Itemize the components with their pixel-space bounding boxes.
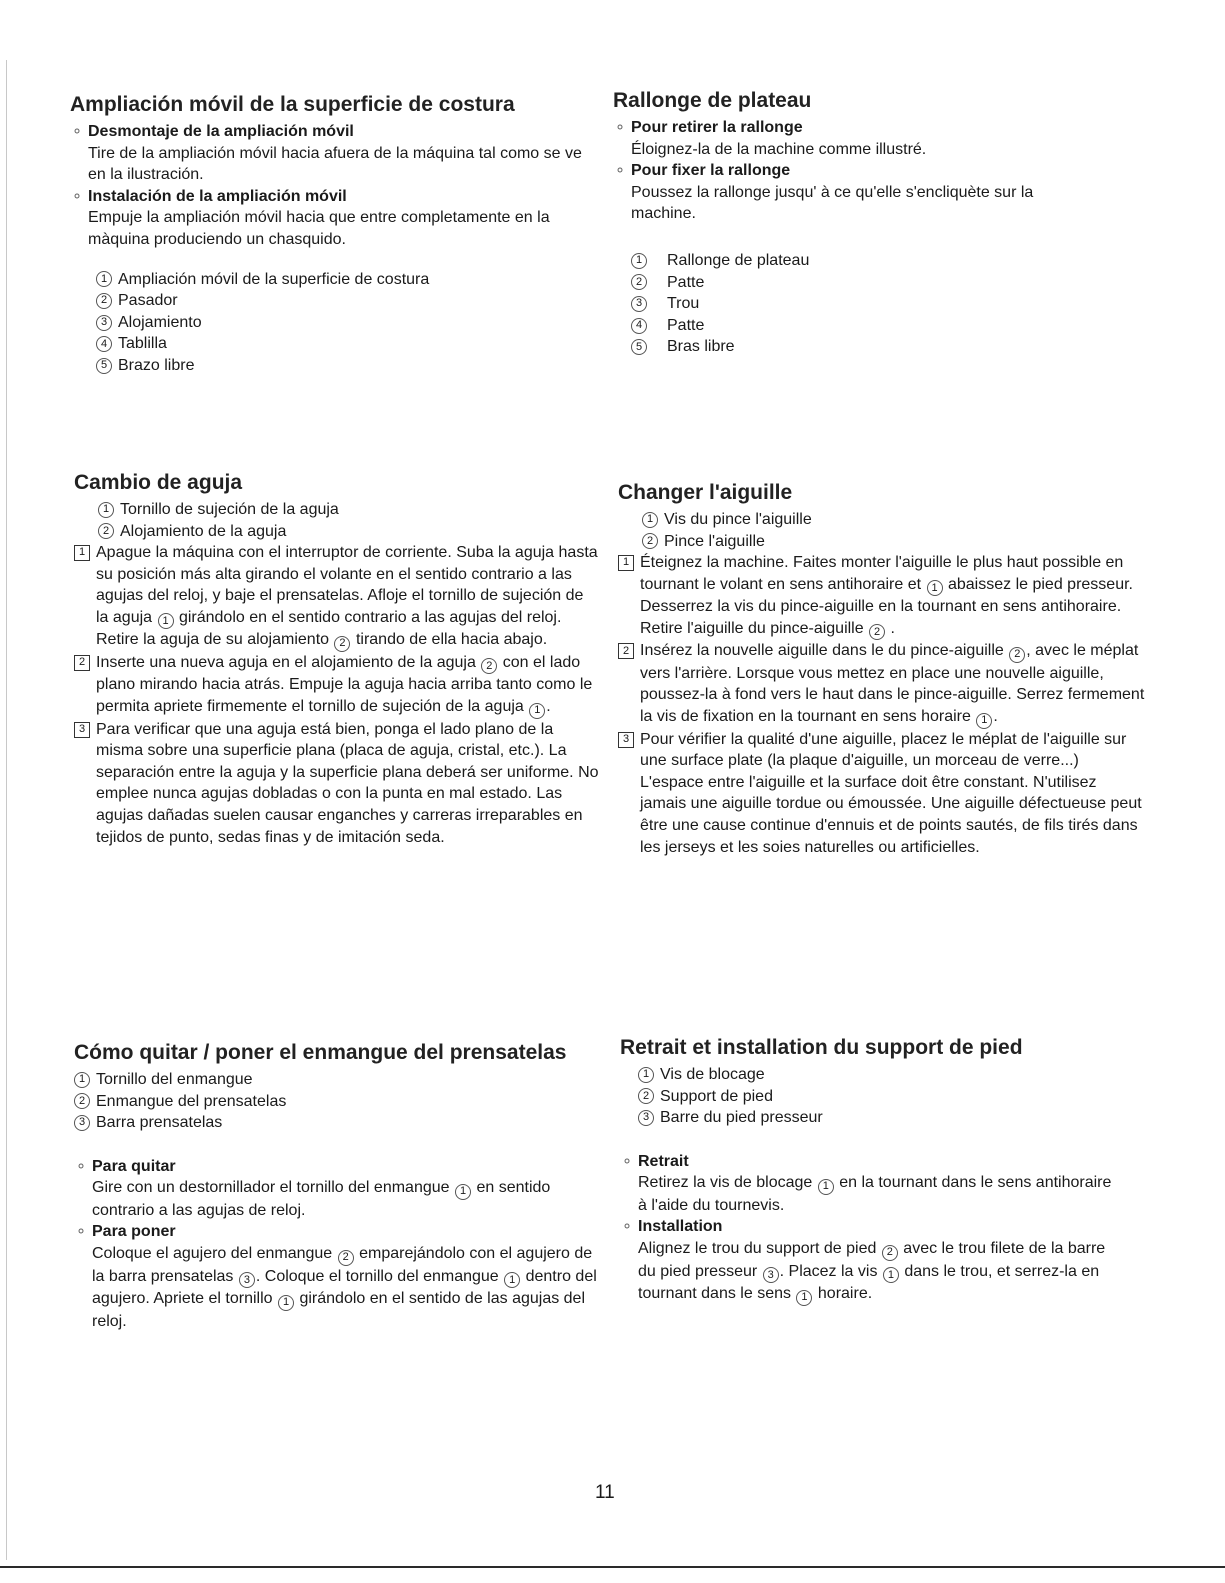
- section-title: Rallonge de plateau: [613, 89, 812, 112]
- paragraph-quitar: Gire con un destornillador el tornillo del enmangue 1 en sentido contrario a las agujas de reloj.: [92, 1179, 551, 1219]
- circled-number-icon: 4: [96, 336, 112, 352]
- subheading-retrait: ∘ Retrait: [620, 1151, 1120, 1173]
- part-label: Vis du pince l'aiguille: [664, 511, 812, 528]
- circled-number-icon: 2: [642, 533, 658, 549]
- part-label: Tablilla: [118, 335, 167, 353]
- circled-number-icon: 1: [642, 512, 658, 528]
- step-1: [618, 552, 1146, 640]
- section-support-pied: [620, 1035, 1120, 1306]
- section-title: Changer l'aiguille: [618, 481, 793, 504]
- circled-number-icon: 4: [631, 318, 647, 334]
- part-label: Alojamiento: [118, 313, 202, 331]
- part-label: Barre du pied presseur: [660, 1109, 823, 1127]
- paragraph-installation: Alignez le trou du support de pied 2 avec le trou filete de la barre du pied presseur 3 . Placez la vis 1 dans le trou, et serrez-la en tournant dans le sens 1 horaire.: [620, 1238, 1120, 1306]
- subheading-instalacion: ∘ Instalación de la ampliación móvil: [70, 186, 590, 208]
- section-title: Cambio de aguja: [74, 471, 243, 494]
- step-2: [74, 652, 599, 719]
- circled-number-icon: 1: [638, 1067, 654, 1083]
- part-label: Tornillo de sujeción de la aguja: [120, 501, 339, 518]
- subheading-installation: ∘ Installation: [620, 1216, 1120, 1238]
- part-item: [74, 521, 599, 543]
- part-label: Barra prensatelas: [96, 1114, 223, 1132]
- part-label: Patte: [667, 316, 705, 334]
- circled-number-icon: 2: [638, 1088, 654, 1104]
- paragraph-desmontaje: Tire de la ampliación móvil hacia afuera de la máquina tal como se ve en la ilustración.: [88, 144, 582, 184]
- part-label: Ampliación móvil de la superficie de costura: [118, 270, 430, 288]
- part-item: [613, 336, 1073, 358]
- part-item: [78, 269, 590, 291]
- step-text: Pour vérifier la qualité d'une aiguille, placez le méplat de l'aiguille sur une surface plate (la plaque d'aiguille, un morceau de verre...) L'espace entre l'aiguille et la surface doit être constant. N'utilisez jamais une aiguille tordue ou émoussée. Une aiguille défectueuse peut être une cause continue d'ennuis et de points sautés, de fils tirés dans les jerseys et les soies naturelles ou artificielles.: [640, 730, 1142, 856]
- subheading-retirer: ∘ Pour retirer la rallonge: [613, 117, 1073, 139]
- part-item: [74, 1112, 599, 1134]
- step-text: Apague la máquina con el interruptor de corriente. Suba la aguja hasta su posición más alta girando el volante en el sentido contrario a las agujas del reloj, y baje el prensatelas. Afloje el tornillo de sujeción de la aguja 1 girándolo en el sentido contrario a las agujas del reloj. Retire la aguja de su alojamiento 2 tirando de ella hacia abajo.: [96, 542, 599, 652]
- part-item: [74, 1091, 599, 1113]
- paragraph-retirer: Éloignez-la de la machine comme illustré.: [631, 140, 927, 158]
- paragraph-instalacion: Empuje la ampliación móvil hacia que entre completamente en la màquina produciendo un chasquido.: [88, 209, 550, 248]
- circled-number-icon: 1: [818, 1179, 834, 1195]
- parts-list: [74, 1069, 599, 1134]
- step-3: [618, 729, 1146, 859]
- section-ampliacion: [70, 92, 590, 377]
- part-item: [613, 250, 1073, 272]
- page-edge-left: [6, 60, 7, 1560]
- part-label: Bras libre: [667, 338, 735, 356]
- circled-number-icon: 3: [631, 296, 647, 312]
- section-title: Ampliación móvil de la superficie de costura: [70, 93, 515, 116]
- step-2: [618, 640, 1146, 728]
- circled-number-icon: 2: [869, 624, 885, 640]
- part-item: [78, 290, 590, 312]
- circled-number-icon: 3: [96, 315, 112, 331]
- part-item: [613, 315, 1073, 337]
- circled-number-icon: 1: [98, 502, 114, 518]
- parts-list: [74, 499, 599, 542]
- part-label: Rallonge de plateau: [667, 251, 810, 269]
- part-label: Brazo libre: [118, 356, 195, 374]
- circled-number-icon: 1: [529, 703, 545, 719]
- step-text: Inserte una nueva aguja en el alojamiento de la aguja 2 con el lado plano mirando hacia atrás. Empuje la aguja hacia arriba tanto como le permita apriete firmemente el tornillo de sujeción de la aguja 1 .: [96, 652, 599, 719]
- step-text: Insérez la nouvelle aiguille dans le du pince-aiguille 2 , avec le méplat vers l'arrière. Lorsque vous mettez en place une nouvelle aiguille, poussez-la à fond vers le haut dans le pince-aiguille. Serrez fermement la vis de fixation en la tournant en sens horaire 1 .: [640, 640, 1146, 728]
- paragraph-fixer: Poussez la rallonge jusqu' à ce qu'elle s'encliquète sur la machine.: [631, 183, 1034, 223]
- circled-number-icon: 1: [631, 253, 647, 269]
- part-label: Support de pied: [660, 1087, 773, 1105]
- part-item: [78, 312, 590, 334]
- circled-number-icon: 3: [763, 1267, 779, 1283]
- subheading-quitar: ∘ Para quitar: [74, 1156, 599, 1178]
- step-number-icon: 3: [74, 722, 90, 738]
- step-text: Éteignez la machine. Faites monter l'aiguille le plus haut possible en tournant le volant en sens antihoraire et 1 abaissez le pied presseur. Desserrez la vis du pince-aiguille en la tournant en sens antihoraire. Retire l'aiguille du pince-aiguille 2 .: [640, 552, 1146, 640]
- circled-number-icon: 1: [796, 1290, 812, 1306]
- circled-number-icon: 1: [455, 1184, 471, 1200]
- circled-number-icon: 2: [96, 293, 112, 309]
- subheading-desmontaje: ∘ Desmontaje de la ampliación móvil: [70, 121, 590, 143]
- circled-number-icon: 2: [74, 1093, 90, 1109]
- section-rallonge: [613, 88, 1073, 358]
- step-text: Para verificar que una aguja está bien, ponga el lado plano de la misma sobre una superficie plana (placa de aguja, cristal, etc.). La separación entre la aguja y la superficie plana deberá ser uniforme. No emplee nunca agujas dobladas o con la punta en mal estado. Las agujas dañadas suelen causar enganches y carreras irreparables en tejidos de punto, sedas finas y de imitación seda.: [96, 720, 599, 846]
- circled-number-icon: 1: [927, 580, 943, 596]
- circled-number-icon: 2: [1009, 647, 1025, 663]
- circled-number-icon: 1: [883, 1267, 899, 1283]
- circled-number-icon: 2: [481, 658, 497, 674]
- part-label: Alojamiento de la aguja: [120, 522, 287, 540]
- step-3: [74, 719, 599, 849]
- parts-list: [620, 1064, 1120, 1129]
- part-item: [74, 499, 599, 521]
- circled-number-icon: 1: [96, 271, 112, 287]
- parts-list: [613, 250, 1073, 358]
- part-item: [618, 509, 1146, 531]
- section-title: Retrait et installation du support de pied: [620, 1036, 1023, 1059]
- circled-number-icon: 1: [976, 713, 992, 729]
- part-item: [620, 1107, 1120, 1129]
- part-label: Pince l'aiguille: [664, 532, 765, 550]
- part-item: [613, 272, 1073, 294]
- circled-number-icon: 3: [638, 1110, 654, 1126]
- circled-number-icon: 1: [278, 1295, 294, 1311]
- circled-number-icon: 1: [74, 1072, 90, 1088]
- part-label: Vis de blocage: [660, 1066, 765, 1083]
- part-item: [78, 355, 590, 377]
- circled-number-icon: 5: [96, 358, 112, 374]
- circled-number-icon: 2: [882, 1245, 898, 1261]
- section-enmangue: [74, 1040, 599, 1332]
- part-item: [620, 1086, 1120, 1108]
- part-label: Tornillo del enmangue: [96, 1071, 253, 1088]
- circled-number-icon: 3: [239, 1272, 255, 1288]
- step-number-icon: 1: [74, 545, 90, 561]
- circled-number-icon: 3: [74, 1115, 90, 1131]
- parts-list: [70, 269, 590, 377]
- part-item: [74, 1069, 599, 1091]
- step-1: [74, 542, 599, 652]
- section-title: Cómo quitar / poner el enmangue del prensatelas: [74, 1041, 567, 1064]
- subheading-fixer: ∘ Pour fixer la rallonge: [613, 160, 1073, 182]
- circled-number-icon: 2: [631, 274, 647, 290]
- parts-list: [618, 509, 1146, 552]
- part-label: Trou: [667, 295, 700, 313]
- circled-number-icon: 2: [338, 1250, 354, 1266]
- step-number-icon: 3: [618, 732, 634, 748]
- page-number: 11: [595, 1482, 615, 1503]
- part-label: Enmangue del prensatelas: [96, 1092, 287, 1110]
- part-item: [618, 531, 1146, 553]
- step-number-icon: 2: [74, 655, 90, 671]
- part-item: [78, 333, 590, 355]
- part-item: [620, 1064, 1120, 1086]
- circled-number-icon: 1: [504, 1272, 520, 1288]
- circled-number-icon: 2: [98, 523, 114, 539]
- subheading-poner: ∘ Para poner: [74, 1221, 599, 1243]
- paragraph-retrait: Retirez la vis de blocage 1 en la tournant dans le sens antihoraire à l'aide du tournevis.: [638, 1174, 1112, 1214]
- part-label: Pasador: [118, 292, 178, 310]
- part-item: [613, 293, 1073, 315]
- circled-number-icon: 2: [334, 636, 350, 652]
- circled-number-icon: 1: [158, 613, 174, 629]
- part-label: Patte: [667, 273, 705, 291]
- paragraph-poner: Coloque el agujero del enmangue 2 emparejándolo con el agujero de la barra prensatelas 3 . Coloque el tornillo del enmangue 1 dentro del agujero. Apriete el tornillo 1 girándolo en el sentido de las agujas del reloj.: [92, 1245, 597, 1330]
- step-number-icon: 2: [618, 643, 634, 659]
- page-edge-bottom: [0, 1566, 1225, 1568]
- section-changer-aiguille: [618, 480, 1146, 858]
- step-number-icon: 1: [618, 555, 634, 571]
- circled-number-icon: 5: [631, 339, 647, 355]
- section-cambio-aguja: [74, 470, 599, 848]
